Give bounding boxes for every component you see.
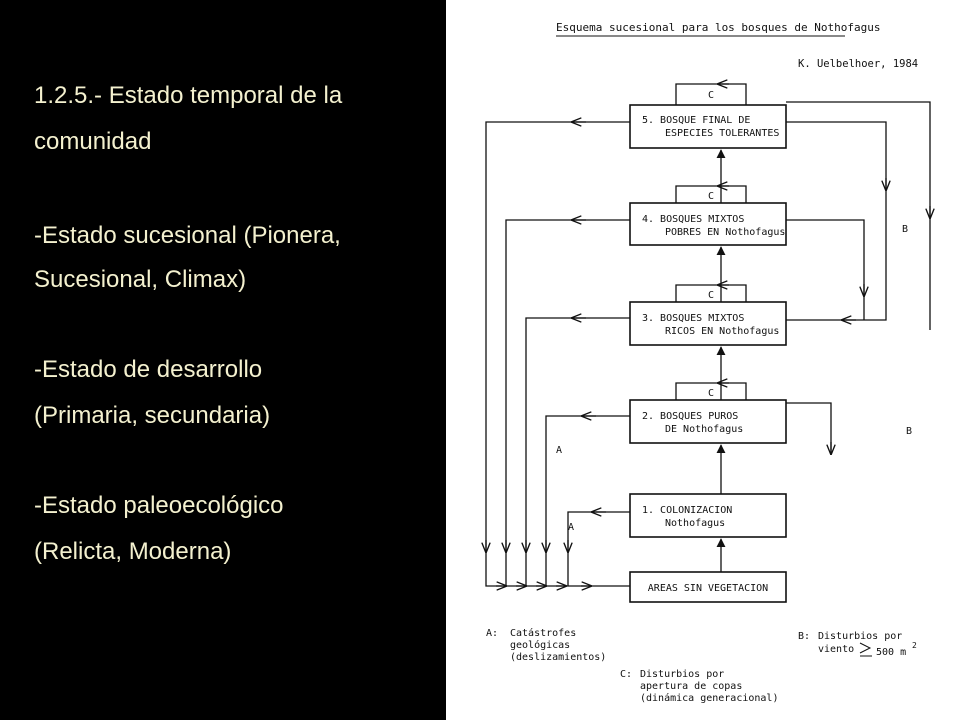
legend-b-line2: viento — [818, 644, 855, 655]
box-4-line2: POBRES EN Nothofagus — [665, 227, 786, 238]
paleoecological-state-line-2: (Relicta, Moderna) — [34, 538, 232, 565]
development-state-line-1: -Estado de desarrollo — [34, 356, 263, 383]
c-label-4: C — [707, 191, 715, 202]
legend-a-line2: geológicas — [510, 640, 571, 651]
successional-state-line-2: Sucesional, Climax) — [34, 266, 247, 293]
b-path-5-outer — [786, 102, 930, 330]
a-path-from-2 — [546, 416, 630, 586]
legend-c-line3: (dinámica generacional) — [640, 693, 779, 704]
diagram-title: Esquema sucesional para los bosques de Nothofagus — [556, 21, 881, 34]
box-3-line2: RICOS EN Nothofagus — [665, 326, 780, 337]
heading-line-1: 1.2.5.- Estado temporal de la — [34, 82, 343, 109]
box-bare-areas-label: AREAS SIN VEGETACION — [647, 583, 769, 594]
b-path-from-2 — [786, 403, 831, 455]
box-2-line2: DE Nothofagus — [665, 424, 744, 435]
legend-b-exponent: 2 — [912, 641, 917, 650]
slide-text-panel — [0, 0, 446, 720]
diagram-author: K. Uelbelhoer, 1984 — [798, 58, 919, 70]
box-1-line1: 1. COLONIZACION — [642, 505, 733, 516]
legend-a-line3: (deslizamientos) — [510, 652, 607, 663]
c-label-2: C — [707, 388, 715, 399]
b-label-lower: B — [906, 426, 913, 437]
box-4-line1: 4. BOSQUES MIXTOS — [642, 214, 745, 225]
paleoecological-state-line-1: -Estado paleoecológico — [34, 492, 284, 519]
c-label-3: C — [707, 290, 715, 301]
legend-b-value: 500 m — [876, 647, 907, 658]
box-2-line1: 2. BOSQUES PUROS — [642, 411, 739, 422]
succession-diagram — [446, 0, 960, 720]
greater-than-symbol — [860, 643, 872, 656]
box-5-line2: ESPECIES TOLERANTES — [665, 128, 780, 139]
a-label-lower: A — [568, 522, 575, 533]
a-label-upper: A — [556, 445, 563, 456]
diagram-panel — [446, 0, 960, 720]
b-path-4-to-3 — [786, 220, 864, 320]
heading-line-2: comunidad — [34, 128, 152, 155]
legend-c-line2: apertura de copas — [640, 681, 743, 692]
legend-b-line1: Disturbios por — [818, 631, 903, 642]
legend-a-key: A: — [486, 628, 499, 639]
a-path-from-5 — [486, 122, 630, 586]
development-state-line-2: (Primaria, secundaria) — [34, 402, 271, 429]
successional-state-line-1: -Estado sucesional (Pionera, — [34, 222, 341, 249]
a-path-from-1 — [568, 512, 630, 586]
box-1-line2: Nothofagus — [665, 518, 726, 529]
legend-b-key: B: — [798, 631, 811, 642]
box-stage-5 — [630, 105, 786, 148]
box-3-line1: 3. BOSQUES MIXTOS — [642, 313, 745, 324]
legend-c-key: C: — [620, 669, 633, 680]
c-label-5: C — [707, 90, 715, 101]
legend-a-line1: Catástrofes — [510, 628, 577, 639]
a-path-from-3 — [526, 318, 630, 586]
b-label-upper: B — [902, 224, 909, 235]
box-5-line1: 5. BOSQUE FINAL DE — [642, 115, 751, 126]
legend-c-line1: Disturbios por — [640, 669, 725, 680]
b-path-5-to-3 — [786, 122, 886, 320]
